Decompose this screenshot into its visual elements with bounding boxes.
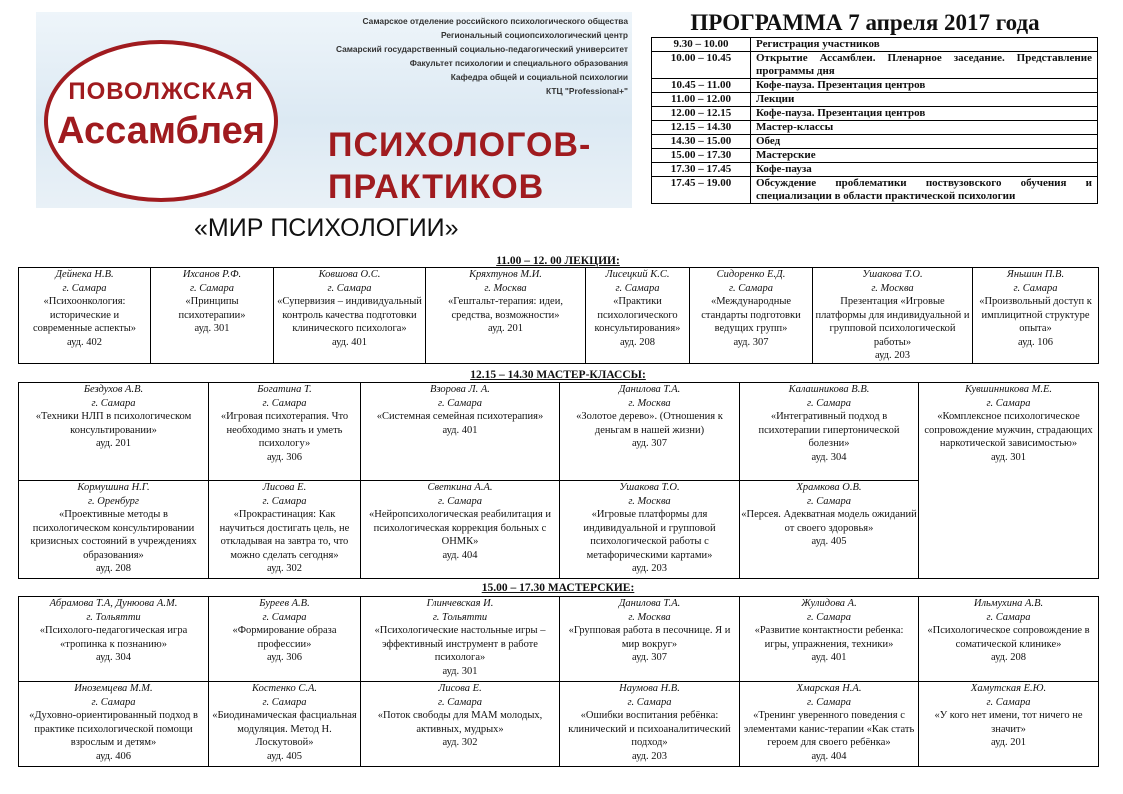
program-time: 10.00 – 10.45 (652, 52, 751, 79)
session-cell (19, 597, 209, 682)
session-title: «Духовно-ориентированный подход в практике психологической помощи взрослым и детям» (29, 710, 198, 748)
speaker-name: Сидоренко Е.Д. (716, 269, 786, 280)
masterclasses-table (18, 382, 1099, 579)
session-room: ауд. 406 (95, 750, 132, 762)
session-title: «Групповая работа в песочнице. Я и мир вокруг» (568, 625, 731, 650)
speaker-city: г. Москва (628, 397, 671, 409)
session-cell (426, 268, 586, 364)
workshops-header-text: 15.00 – 17.30 МАСТЕРСКИЕ: (481, 582, 635, 594)
session-room: ауд. 203 (631, 750, 668, 762)
session-room: ауд. 405 (266, 750, 303, 762)
assembly-title-line1: ПСИХОЛОГОВ- (328, 126, 592, 164)
speaker-city: г. Самара (807, 696, 851, 708)
program-activity: Кофе-пауза (751, 163, 1098, 177)
session-title: «Супервизия – индивидуальный контроль качества подготовки клинического психолога» (277, 296, 422, 334)
speaker-name: Глинчевская И. (426, 598, 494, 609)
speaker-name: Буреев А.В. (259, 598, 310, 609)
speaker-name: Дейнека Н.В. (55, 269, 114, 280)
org-line: КТЦ "Professional+" (546, 86, 628, 96)
speaker-city: г. Москва (484, 282, 527, 294)
speaker-city: г. Оренбург (88, 495, 139, 507)
session-cell (973, 268, 1099, 364)
session-cell (560, 383, 740, 481)
session-cell (740, 597, 919, 682)
session-cell (586, 268, 690, 364)
session-cell (740, 481, 919, 579)
speaker-city: г. Самара (1013, 282, 1058, 294)
speaker-name: Калашникова В.В. (788, 384, 870, 395)
session-room: ауд. 203 (874, 350, 911, 361)
org-line: Факультет психологии и специального образования (409, 58, 628, 68)
speaker-name: Ушакова Т.О. (619, 482, 680, 493)
session-room: ауд. 306 (266, 652, 303, 663)
session-room: ауд. 304 (811, 451, 847, 463)
session-room: ауд. 201 (95, 438, 132, 449)
session-cell (19, 383, 209, 481)
program-row (652, 149, 1098, 163)
session-title: «Тренинг уверенного поведения с элементами канис-терапии «Как стать героем для своего ребёнка» (743, 710, 915, 748)
session-cell (209, 383, 361, 481)
program-row (652, 177, 1098, 204)
session-title: «Произвольный доступ к имплицитной структуре опыта» (979, 296, 1092, 334)
speaker-city: г. Самара (327, 282, 372, 294)
speaker-name: Ушакова Т.О. (862, 269, 923, 280)
speaker-name: Ковшова О.С. (318, 269, 381, 280)
speaker-city: г. Самара (986, 696, 1031, 708)
session-title: «У кого нет имени, тот ничего не значит» (934, 710, 1083, 735)
program-row (652, 121, 1098, 135)
session-cell (919, 383, 1099, 579)
session-room: ауд. 302 (442, 737, 478, 748)
speaker-name: Жулидова А. (801, 598, 857, 609)
session-title: «Психоонкология: исторические и современные аспекты» (32, 296, 137, 334)
session-room: ауд. 208 (95, 563, 132, 574)
program-time: 12.00 – 12.15 (652, 107, 751, 121)
speaker-city: г. Самара (91, 696, 136, 708)
session-title: «Развитие контактности ребенка: игры, упражнения, техники» (754, 625, 904, 650)
speaker-city: г. Самара (262, 495, 307, 507)
session-title: «Принципы психотерапии» (178, 296, 246, 321)
session-cell (740, 682, 919, 767)
speaker-city: г. Самара (438, 397, 482, 409)
session-title: «Комплексное психологическое сопровождение мужчин, страдающих наркотической зависимостью» (924, 411, 1093, 449)
session-title: «Психологическое сопровождение в соматической клинике» (927, 625, 1090, 650)
lectures-header-text: 11.00 – 12. 00 ЛЕКЦИИ: (496, 255, 620, 267)
speaker-city: г. Тольятти (86, 611, 141, 623)
program-activity: Мастер-классы (751, 121, 1098, 135)
org-line: Самарский государственный социально-педагогический университет (335, 44, 628, 54)
session-title: «Игровые платформы для индивидуальной и групповой психологической работы с метафорическими картами» (583, 509, 716, 561)
speaker-city: г. Самара (62, 282, 107, 294)
session-title: «Поток свободы для МАМ молодых, активных, мудрых» (377, 710, 543, 735)
speaker-name: Абрамова Т.А, Дунюова А.М. (49, 598, 178, 609)
speaker-name: Бездухов А.В. (83, 384, 144, 395)
session-cell (740, 383, 919, 481)
program-activity: Кофе-пауза. Презентация центров (751, 107, 1098, 121)
program-activity: Обсуждение проблематики поствузовского обучения и специализации в области практической психологии (751, 177, 1098, 204)
masterclasses-header-text: 12.15 – 14.30 МАСТЕР-КЛАССЫ: (470, 369, 646, 381)
session-title: «Гештальт-терапия: идеи, средства, возможности» (448, 296, 563, 321)
program-activity: Мастерские (751, 149, 1098, 163)
session-title: «Золотое дерево». (Отношения к деньгам в нашей жизни) (576, 411, 723, 436)
program-time: 15.00 – 17.30 (652, 149, 751, 163)
speaker-city: г. Самара (91, 397, 136, 409)
speaker-name: Взорова Л. А. (430, 384, 490, 395)
speaker-name: Иноземцева М.М. (74, 683, 153, 694)
program-row (652, 135, 1098, 149)
program-row (652, 79, 1098, 93)
session-title: Презентация «Игровые платформы для индивидуальной и групповой психологической работы» (815, 296, 970, 348)
speaker-name: Хмарская Н.А. (796, 683, 862, 694)
speaker-name: Светкина А.А. (427, 482, 493, 493)
session-cell (19, 682, 209, 767)
session-cell (813, 268, 973, 364)
program-activity: Регистрация участников (751, 38, 1098, 52)
speaker-name: Храмкова О.В. (796, 482, 862, 493)
session-cell (560, 481, 740, 579)
session-title: «Интегративный подход в психотерапии гипертонической болезни» (758, 411, 900, 449)
session-room: ауд. 301 (990, 451, 1027, 463)
organizers (336, 14, 628, 98)
speaker-city: г. Самара (807, 611, 851, 623)
speaker-name: Лисова Е. (262, 482, 307, 493)
session-room: ауд. 404 (442, 549, 478, 561)
program-time: 11.00 – 12.00 (652, 93, 751, 107)
session-room: ауд. 203 (631, 563, 668, 574)
program-table (651, 37, 1098, 204)
session-room: ауд. 301 (194, 323, 230, 334)
session-title: «Техники НЛП в психологическом консультировании» (35, 411, 192, 436)
session-room: ауд. 106 (1017, 336, 1054, 348)
speaker-city: г. Самара (615, 282, 660, 294)
speaker-city: г. Самара (262, 696, 307, 708)
program-time: 9.30 – 10.00 (652, 38, 751, 52)
speaker-name: Данилова Т.А. (618, 384, 681, 395)
program-activity: Лекции (751, 93, 1098, 107)
session-cell (361, 481, 560, 579)
session-cell (361, 383, 560, 481)
program-row (652, 163, 1098, 177)
session-title: «Нейропсихологическая реабилитация и психологическая коррекция больных с ОНМК» (368, 509, 552, 547)
logo-line2: Ассамблея (57, 110, 265, 152)
session-cell (919, 682, 1099, 767)
session-cell (209, 682, 361, 767)
lectures-header (18, 254, 1098, 268)
program-activity: Обед (751, 135, 1098, 149)
session-title: «Прокрастинация: Как научиться достигать цель, не откладывая на завтра то, что можно сделать сегодня» (219, 509, 350, 561)
speaker-city: г. Самара (627, 696, 672, 708)
speaker-city: г. Самара (438, 696, 482, 708)
speaker-city: г. Самара (729, 282, 773, 294)
session-cell (209, 481, 361, 579)
session-room: ауд. 304 (95, 652, 132, 663)
speaker-city: г. Самара (438, 495, 482, 507)
speaker-name: Богатина Т. (257, 384, 312, 395)
session-room: ауд. 201 (487, 323, 524, 334)
session-cell (919, 597, 1099, 682)
program-row (652, 38, 1098, 52)
session-room: ауд. 302 (266, 563, 303, 574)
speaker-city: г. Самара (986, 397, 1031, 409)
org-line: Самарское отделение российского психологического общества (362, 16, 628, 26)
program-activity: Открытие Ассамблеи. Пленарное заседание. Представление программы дня (751, 52, 1098, 79)
assembly-logo (44, 40, 278, 202)
session-title: «Формирование образа профессии» (232, 625, 337, 650)
session-title: «Проективные методы в психологическом консультировании кризисных состояний в учреждениях образования» (30, 509, 197, 561)
session-room: ауд. 307 (733, 336, 769, 348)
speaker-city: г. Самара (807, 397, 851, 409)
program-title: ПРОГРАММА 7 апреля 2017 года (690, 10, 1040, 35)
session-title: «Психолого-педагогическая игра «тропинка к познанию» (39, 625, 188, 650)
session-room: ауд. 306 (266, 451, 303, 463)
session-room: ауд. 208 (990, 652, 1027, 663)
speaker-city: г. Самара (262, 397, 307, 409)
org-line: Кафедра общей и социальной психологии (450, 72, 628, 82)
session-cell (274, 268, 426, 364)
session-title: «Ошибки воспитания ребёнка: клинический и психоаналитический подход» (568, 710, 731, 748)
speaker-name: Хамутская Е.Ю. (970, 683, 1047, 694)
session-room: ауд. 404 (811, 750, 847, 762)
org-line: Региональный социопсихологический центр (441, 30, 628, 40)
speaker-city: г. Самара (190, 282, 234, 294)
program-row (652, 52, 1098, 79)
session-cell (19, 481, 209, 579)
lectures-table (18, 267, 1099, 364)
speaker-name: Лисецкий К.С. (605, 269, 670, 280)
speaker-city: г. Москва (628, 495, 671, 507)
session-cell (19, 268, 151, 364)
session-title: «Психологические настольные игры – эффективный инструмент в работе психолога» (374, 625, 546, 663)
assembly-title (328, 124, 591, 208)
session-title: «Биодинамическая фасциальная модуляция. Метод Н. Лоскутовой» (212, 710, 357, 748)
session-title: «Персея. Адекватная модель ожиданий от своего здоровья» (741, 509, 917, 534)
speaker-name: Кряхтунов М.И. (469, 269, 542, 280)
session-cell (361, 682, 560, 767)
speaker-city: г. Москва (628, 611, 671, 623)
session-room: ауд. 401 (442, 424, 478, 436)
assembly-title-line2: ПРАКТИКОВ (328, 168, 545, 206)
session-room: ауд. 402 (66, 336, 103, 348)
program-time: 14.30 – 15.00 (652, 135, 751, 149)
program-time: 12.15 – 14.30 (652, 121, 751, 135)
workshops-table (18, 596, 1099, 767)
session-room: ауд. 301 (442, 665, 478, 677)
session-room: ауд. 307 (631, 652, 668, 663)
speaker-name: Кормушина Н.Г. (77, 482, 150, 493)
program-time: 10.45 – 11.00 (652, 79, 751, 93)
session-title: «Системная семейная психотерапия» (376, 411, 544, 422)
session-room: ауд. 201 (990, 737, 1027, 748)
banner (36, 12, 632, 208)
session-room: ауд. 208 (619, 336, 656, 348)
session-room: ауд. 405 (811, 536, 847, 547)
program-time: 17.30 – 17.45 (652, 163, 751, 177)
speaker-name: Ихсанов Р.Ф. (182, 269, 242, 280)
session-room: ауд. 401 (331, 336, 368, 348)
event-subtitle: «МИР ПСИХОЛОГИИ» (194, 214, 459, 242)
session-title: «Практики психологического консультирования» (594, 296, 681, 334)
session-cell (151, 268, 274, 364)
session-title: «Игровая психотерапия. Что необходимо знать и уметь психологу» (220, 411, 349, 449)
masterclasses-header (18, 368, 1098, 382)
speaker-name: Костенко С.А. (252, 683, 317, 694)
speaker-name: Ильмухина А.В. (973, 598, 1044, 609)
speaker-city: г. Тольятти (432, 611, 488, 623)
session-cell (361, 597, 560, 682)
speaker-name: Яньшин П.В. (1006, 269, 1065, 280)
program-row (652, 93, 1098, 107)
speaker-name: Наумова Н.В. (619, 683, 680, 694)
speaker-city: г. Самара (986, 611, 1031, 623)
program-time: 17.45 – 19.00 (652, 177, 751, 204)
program-activity: Кофе-пауза. Презентация центров (751, 79, 1098, 93)
speaker-city: г. Москва (871, 282, 914, 294)
session-cell (209, 597, 361, 682)
session-cell (560, 682, 740, 767)
speaker-name: Данилова Т.А. (618, 598, 681, 609)
session-title: «Международные стандарты подготовки ведущих групп» (701, 296, 801, 334)
session-room: ауд. 307 (631, 438, 668, 449)
logo-line1: ПОВОЛЖСКАЯ (68, 78, 254, 105)
session-room: ауд. 401 (811, 652, 847, 663)
speaker-name: Лисова Е. (438, 683, 482, 694)
workshops-header (18, 581, 1098, 595)
program-row (652, 107, 1098, 121)
speaker-city: г. Самара (807, 495, 851, 507)
session-cell (690, 268, 813, 364)
session-cell (560, 597, 740, 682)
speaker-name: Кувшинникова М.Е. (964, 384, 1053, 395)
speaker-city: г. Самара (262, 611, 307, 623)
